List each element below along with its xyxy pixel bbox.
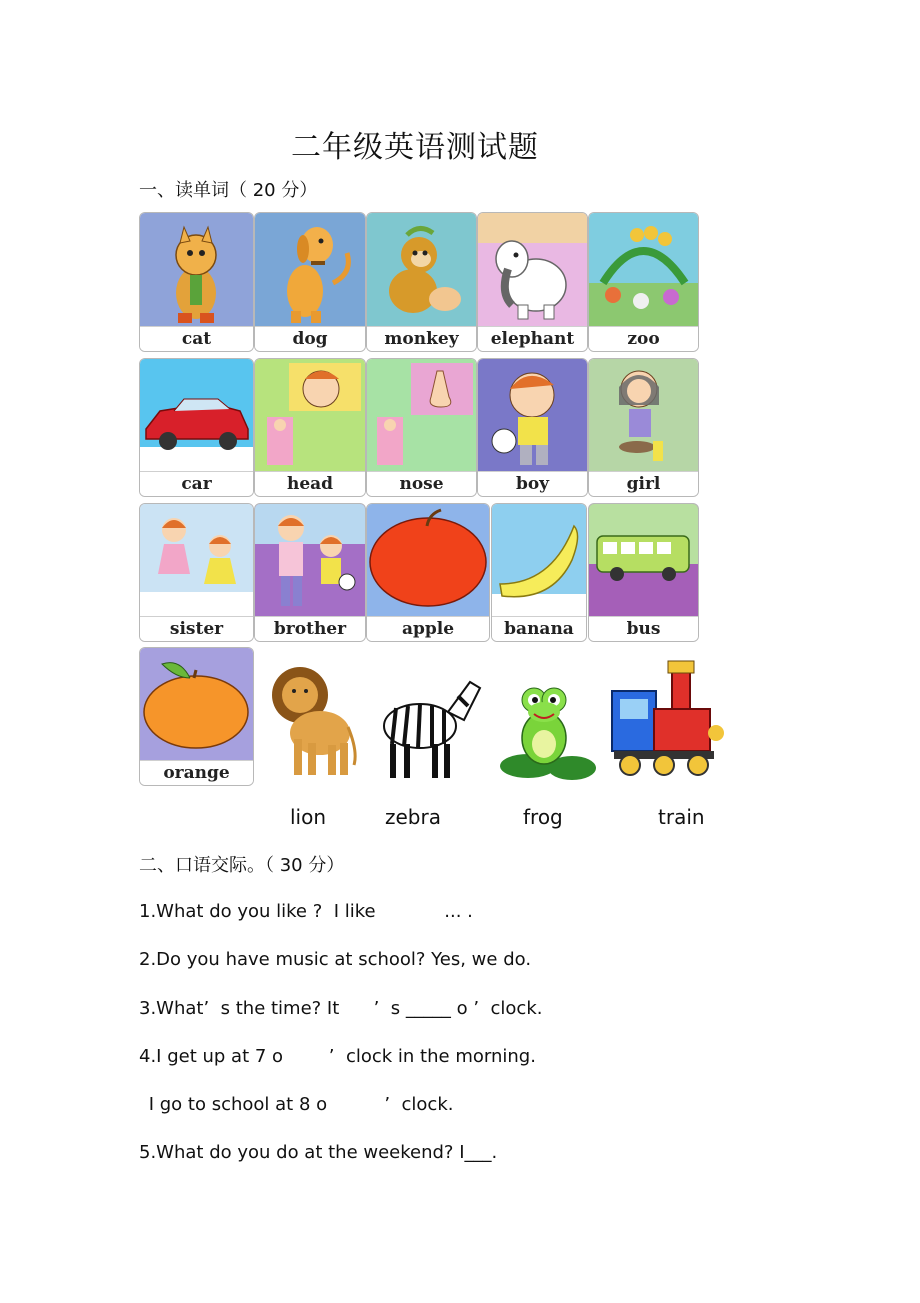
card-brother [254, 503, 366, 642]
card-monkey [366, 212, 477, 352]
page-title: 二年级英语测试题 [291, 130, 539, 165]
question-1: 1.What do you like ? I like ... . [139, 901, 473, 922]
card-girl [588, 358, 699, 497]
card-zoo [588, 212, 699, 352]
elephant-icon [478, 213, 587, 327]
question-2: 2.Do you have music at school? Yes, we do. [139, 949, 532, 970]
nose-icon [367, 359, 476, 472]
zebra-icon [372, 660, 484, 784]
card-label: cat [140, 326, 253, 351]
train-icon [608, 657, 726, 784]
card-sister [139, 503, 254, 642]
card-label: nose [367, 471, 476, 496]
girl-icon [589, 359, 698, 472]
question-4: 4.I get up at 7 o ’ clock in the morning. [139, 1046, 536, 1067]
card-label: brother [255, 616, 365, 641]
card-label: monkey [367, 326, 476, 351]
card-car [139, 358, 254, 497]
card-label: boy [478, 471, 587, 496]
card-label: girl [589, 471, 698, 496]
card-label: car [140, 471, 253, 496]
card-orange [139, 647, 254, 786]
word-train: train [658, 805, 705, 829]
card-head [254, 358, 366, 497]
sisters-icon [140, 504, 253, 617]
card-label: zoo [589, 326, 698, 351]
card-bus [588, 503, 699, 642]
word-frog: frog [523, 805, 563, 829]
cat-icon [140, 213, 253, 327]
card-elephant [477, 212, 588, 352]
card-boy [477, 358, 588, 497]
banana-icon [492, 504, 586, 617]
card-label: bus [589, 616, 698, 641]
boy-icon [478, 359, 587, 472]
monkey-icon [367, 213, 476, 327]
card-label: banana [492, 616, 586, 641]
card-nose [366, 358, 477, 497]
head-icon [255, 359, 365, 472]
card-banana [491, 503, 587, 642]
dog-icon [255, 213, 365, 327]
word-zebra: zebra [385, 805, 441, 829]
word-lion: lion [290, 805, 327, 829]
card-label: sister [140, 616, 253, 641]
card-label: orange [140, 760, 253, 785]
question-3: 3.What’ s the time? It ’ s _____ o ’ clock. [139, 998, 543, 1019]
card-label: elephant [478, 326, 587, 351]
card-cat [139, 212, 254, 352]
car-icon [140, 359, 253, 472]
question-4-line-2: I go to school at 8 o ’ clock. [143, 1094, 454, 1115]
bus-icon [589, 504, 698, 617]
lion-icon [258, 655, 358, 783]
frog-icon [492, 670, 600, 784]
orange-icon [140, 648, 253, 761]
zoo-icon [589, 213, 698, 327]
section-2-heading: 二、口语交际。（ 30 分） [139, 855, 345, 876]
card-label: apple [367, 616, 489, 641]
apple-icon [367, 504, 489, 617]
brothers-icon [255, 504, 365, 617]
section-1-heading: 一、读单词（ 20 分） [139, 180, 318, 201]
question-5: 5.What do you do at the weekend? I___. [139, 1142, 498, 1163]
card-apple [366, 503, 490, 642]
card-label: head [255, 471, 365, 496]
card-dog [254, 212, 366, 352]
card-label: dog [255, 326, 365, 351]
